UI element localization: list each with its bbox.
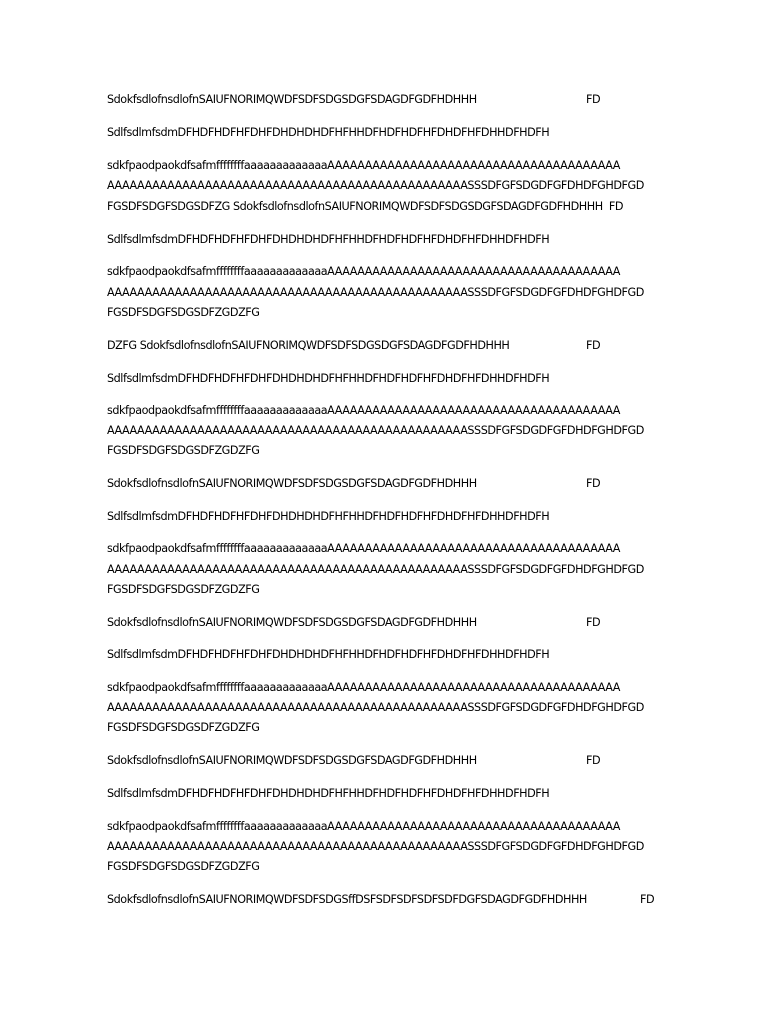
text-line: AAAAAAAAAAAAAAAAAAAAAAAAAAAAAAAAAAAAAAAAAAAAAAAASSSDFGFSDGDFGFDHDFGHDFGD (107, 424, 644, 437)
text-line: SdokfsdlofnsdlofnSAIUFNORIMQWDFSDFSDGSDGFSDAGDFGDFHDHHH (107, 93, 477, 106)
text-line: SdlfsdlmfsdmDFHDFHDFHFDHFDHDHDHDFHFHHDFHDFHDFHFDHDFHFDHHDFHDFH (107, 648, 550, 661)
text-line: FGSDFSDGFSDGSDFZGDZFG (107, 721, 260, 734)
text-line-suffix: FD (586, 477, 601, 490)
text-line: AAAAAAAAAAAAAAAAAAAAAAAAAAAAAAAAAAAAAAAAAAAAAAAASSSDFGFSDGDFGFDHDFGHDFGD (107, 286, 644, 299)
text-line: SdlfsdlmfsdmDFHDFHDFHFDHFDHDHDHDFHFHHDFHDFHDFHFDHDFHFDHHDFHDFH (107, 126, 550, 139)
text-line: SdokfsdlofnsdlofnSAIUFNORIMQWDFSDFSDGSDGFSDAGDFGDFHDHHH (107, 616, 477, 629)
text-line: AAAAAAAAAAAAAAAAAAAAAAAAAAAAAAAAAAAAAAAAAAAAAAAASSSDFGFSDGDFGFDHDFGHDFGD (107, 179, 644, 192)
text-line: FGSDFSDGFSDGSDFZGDZFG (107, 583, 260, 596)
text-line: SdokfsdlofnsdlofnSAIUFNORIMQWDFSDFSDGSDGFSDAGDFGDFHDHHH (107, 754, 477, 767)
text-line: AAAAAAAAAAAAAAAAAAAAAAAAAAAAAAAAAAAAAAAAAAAAAAAASSSDFGFSDGDFGFDHDFGHDFGD (107, 840, 644, 853)
text-line: SdlfsdlmfsdmDFHDFHDFHFDHFDHDHDHDFHFHHDFHDFHDFHFDHDFHFDHHDFHDFH (107, 510, 550, 523)
text-line-suffix: FD (586, 93, 601, 106)
text-line: FGSDFSDGFSDGSDFZGDZFG (107, 306, 260, 319)
text-line: AAAAAAAAAAAAAAAAAAAAAAAAAAAAAAAAAAAAAAAAAAAAAAAASSSDFGFSDGDFGFDHDFGHDFGD (107, 563, 644, 576)
text-line-suffix: FD (586, 339, 601, 352)
text-line: SdlfsdlmfsdmDFHDFHDFHFDHFDHDHDHDFHFHHDFHDFHDFHFDHDFHFDHHDFHDFH (107, 372, 550, 385)
text-line: FGSDFSDGFSDGSDFZG SdokfsdlofnsdlofnSAIUFNORIMQWDFSDFSDGSDGFSDAGDFGDFHDHHH FD (107, 200, 624, 213)
text-line-suffix: FD (586, 754, 601, 767)
text-line: SdlfsdlmfsdmDFHDFHDFHFDHFDHDHDHDFHFHHDFHDFHDFHFDHDFHFDHHDFHDFH (107, 233, 550, 246)
text-line: sdkfpaodpaokdfsafmffffffffaaaaaaaaaaaaaAAAAAAAAAAAAAAAAAAAAAAAAAAAAAAAAAAAAAAA (107, 542, 620, 555)
text-line: sdkfpaodpaokdfsafmffffffffaaaaaaaaaaaaaAAAAAAAAAAAAAAAAAAAAAAAAAAAAAAAAAAAAAAA (107, 681, 620, 694)
text-line-suffix: FD (640, 893, 655, 906)
text-line: sdkfpaodpaokdfsafmffffffffaaaaaaaaaaaaaAAAAAAAAAAAAAAAAAAAAAAAAAAAAAAAAAAAAAAA (107, 159, 620, 172)
text-line: FGSDFSDGFSDGSDFZGDZFG (107, 860, 260, 873)
text-line: SdokfsdlofnsdlofnSAIUFNORIMQWDFSDFSDGSDGFSDAGDFGDFHDHHH (107, 477, 477, 490)
text-line-suffix: FD (586, 616, 601, 629)
text-line: sdkfpaodpaokdfsafmffffffffaaaaaaaaaaaaaAAAAAAAAAAAAAAAAAAAAAAAAAAAAAAAAAAAAAAA (107, 820, 620, 833)
text-line: SdokfsdlofnsdlofnSAIUFNORIMQWDFSDFSDGSffDSFSDFSDFSDFSDFDGFSDAGDFGDFHDHHH (107, 893, 587, 906)
text-line: FGSDFSDGFSDGSDFZGDZFG (107, 444, 260, 457)
text-line: SdlfsdlmfsdmDFHDFHDFHFDHFDHDHDHDFHFHHDFHDFHDFHFDHDFHFDHHDFHDFH (107, 787, 550, 800)
text-line: sdkfpaodpaokdfsafmffffffffaaaaaaaaaaaaaAAAAAAAAAAAAAAAAAAAAAAAAAAAAAAAAAAAAAAA (107, 265, 620, 278)
text-line: DZFG SdokfsdlofnsdlofnSAIUFNORIMQWDFSDFSDGSDGFSDAGDFGDFHDHHH (107, 339, 510, 352)
text-line: sdkfpaodpaokdfsafmffffffffaaaaaaaaaaaaaAAAAAAAAAAAAAAAAAAAAAAAAAAAAAAAAAAAAAAA (107, 404, 620, 417)
text-line: AAAAAAAAAAAAAAAAAAAAAAAAAAAAAAAAAAAAAAAAAAAAAAAASSSDFGFSDGDFGFDHDFGHDFGD (107, 701, 644, 714)
